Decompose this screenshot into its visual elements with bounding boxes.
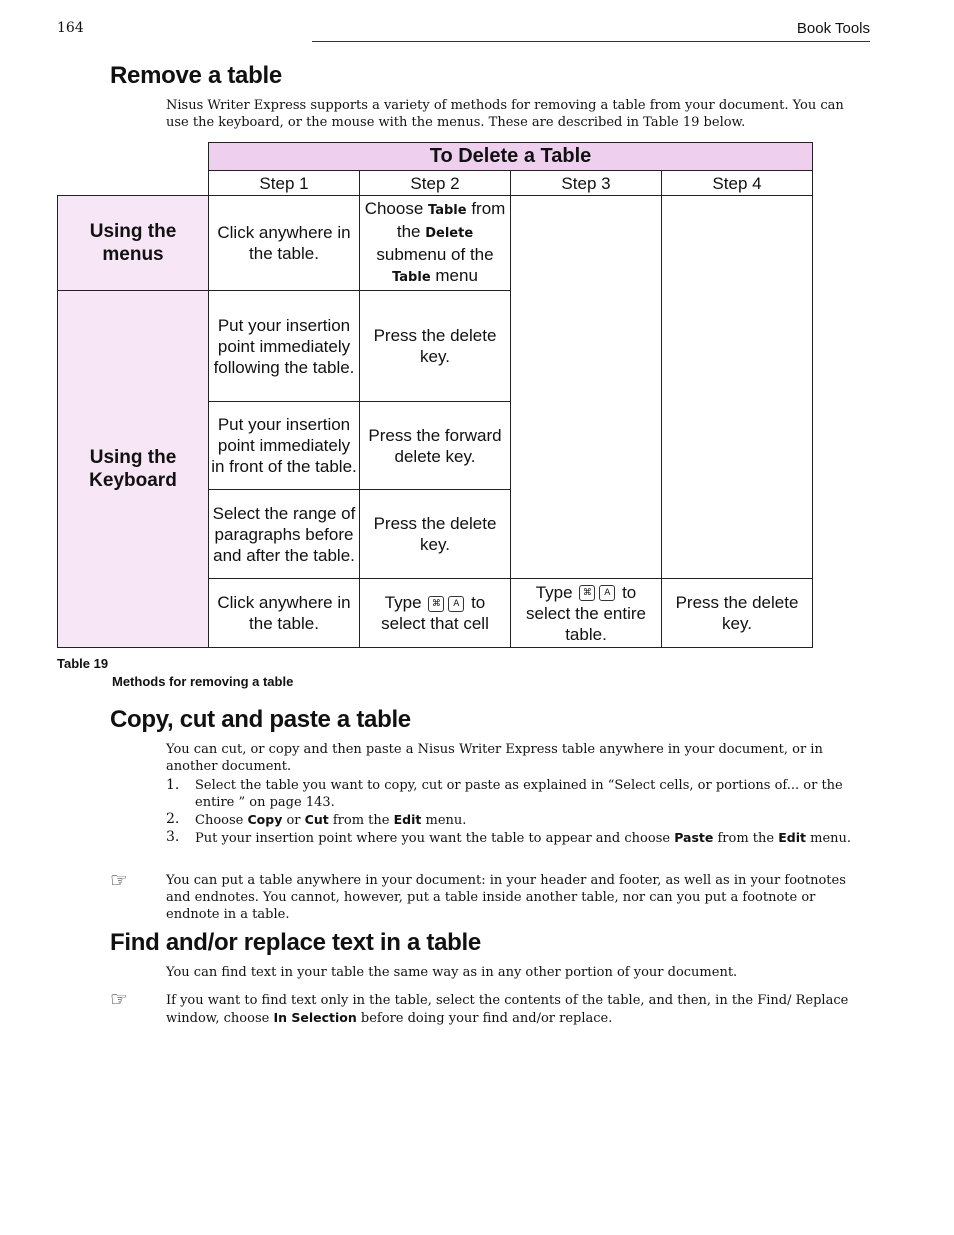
caption-label: Table 19 <box>57 656 109 671</box>
command-key-icon: ⌘ <box>428 596 444 612</box>
step-text: or <box>286 813 301 828</box>
step-number: 2. <box>166 811 180 827</box>
table-title: To Delete a Table <box>209 143 813 171</box>
table-corner-2 <box>58 171 209 196</box>
menu-item-copy: Copy <box>247 812 283 827</box>
step-text: Put your insertion point where you want the table to appear and choose <box>195 831 671 846</box>
list-item <box>166 777 856 811</box>
menu-name-table: Table <box>428 203 467 218</box>
row-label-menus: Using the menus <box>58 196 209 291</box>
heading-copy-table: Copy, cut and paste a table <box>110 706 411 733</box>
copy-note: You can put a table anywhere in your document: in your header and footer, as well as in your footnotes and endnotes. You cannot, however, put a table inside another table, nor can you put a footnote or endnote in a table. <box>166 873 846 922</box>
a-key-icon-2: A <box>599 585 615 601</box>
word-type-2: Type <box>535 582 573 602</box>
remove-intro: Nisus Writer Express supports a variety of methods for removing a table from your document. You can use the keyboard, or the mouse with the menus. These are described in Table 19 below. <box>166 98 844 130</box>
kb2-step2: Press the forward delete key. <box>360 402 511 490</box>
find-intro: You can find text in your table the same way as in any other portion of your document. <box>166 965 738 980</box>
step-header-4: Step 4 <box>662 171 813 196</box>
word-from-the: from the <box>396 199 506 241</box>
kb2-step1: Put your insertion point immediately in front of the table. <box>209 402 360 490</box>
step-number: 1. <box>166 777 180 793</box>
option-in-selection: In Selection <box>273 1010 357 1025</box>
page-number: 164 <box>57 20 84 36</box>
list-item <box>166 811 856 829</box>
menu-item-cut: Cut <box>304 812 329 827</box>
delete-table-methods <box>57 142 813 648</box>
menus-step2 <box>360 196 511 291</box>
a-key-icon: A <box>448 596 464 612</box>
step-text: Select the table you want to copy, cut or paste as explained in “Select cells, or portions of... or the entire ” on page 143. <box>195 778 843 810</box>
words-select-cell: to select that cell <box>381 593 489 633</box>
row-label-keyboard: Using the Keyboard <box>58 291 209 648</box>
note-text: If you want to find text only in the table, select the contents of the table, and then, in the Find/ Replace window, choose <box>166 993 849 1026</box>
step-number: 3. <box>166 829 180 845</box>
kb3-step2: Press the delete key. <box>360 490 511 579</box>
kb3-step1: Select the range of paragraphs before and after the table. <box>209 490 360 579</box>
word-menu: menu <box>435 266 478 285</box>
menu-name-table-2: Table <box>392 270 431 285</box>
step-header-2: Step 2 <box>360 171 511 196</box>
kb4-step2 <box>360 579 511 648</box>
note-text: before doing your find and/or replace. <box>360 1011 613 1026</box>
menus-step1: Click anywhere in the table. <box>209 196 360 291</box>
command-key-icon-2: ⌘ <box>579 585 595 601</box>
copy-steps-list <box>166 777 856 847</box>
words-select-table: to select the entire table. <box>525 582 646 644</box>
kb1-step1: Put your insertion point immediately following the table. <box>209 291 360 402</box>
empty-step4-cell <box>662 196 813 579</box>
empty-step3-cell <box>511 196 662 579</box>
kb4-step4: Press the delete key. <box>662 579 813 648</box>
step-header-1: Step 1 <box>209 171 360 196</box>
caption-text: Methods for removing a table <box>112 674 294 689</box>
heading-remove-table: Remove a table <box>110 62 282 89</box>
word-choose: Choose <box>364 199 424 218</box>
running-header: Book Tools <box>796 20 870 37</box>
table-corner <box>58 143 209 171</box>
step-text: menu. <box>810 831 852 846</box>
header-rule <box>312 41 870 42</box>
step-text: from the <box>717 831 775 846</box>
menu-name-delete: Delete <box>425 226 474 241</box>
find-note <box>166 992 856 1027</box>
step-header-3: Step 3 <box>511 171 662 196</box>
kb4-step1: Click anywhere in the table. <box>209 579 360 648</box>
menu-name-edit-2: Edit <box>778 830 806 845</box>
copy-intro: You can cut, or copy and then paste a Nisus Writer Express table anywhere in your document, or in another document. <box>166 742 823 774</box>
kb4-step3 <box>511 579 662 648</box>
note-hand-icon-2: ☞ <box>110 987 128 1011</box>
menu-item-paste: Paste <box>674 830 714 845</box>
list-item <box>166 829 856 847</box>
kb1-step2: Press the delete key. <box>360 291 511 402</box>
note-hand-icon: ☞ <box>110 868 128 892</box>
step-text: menu. <box>425 813 467 828</box>
heading-find-replace: Find and/or replace text in a table <box>110 929 481 956</box>
step-text: from the <box>332 813 390 828</box>
menu-name-edit: Edit <box>393 812 422 827</box>
word-submenu: submenu of the <box>376 245 494 264</box>
step-text: Choose <box>195 813 244 828</box>
word-type: Type <box>384 593 422 612</box>
